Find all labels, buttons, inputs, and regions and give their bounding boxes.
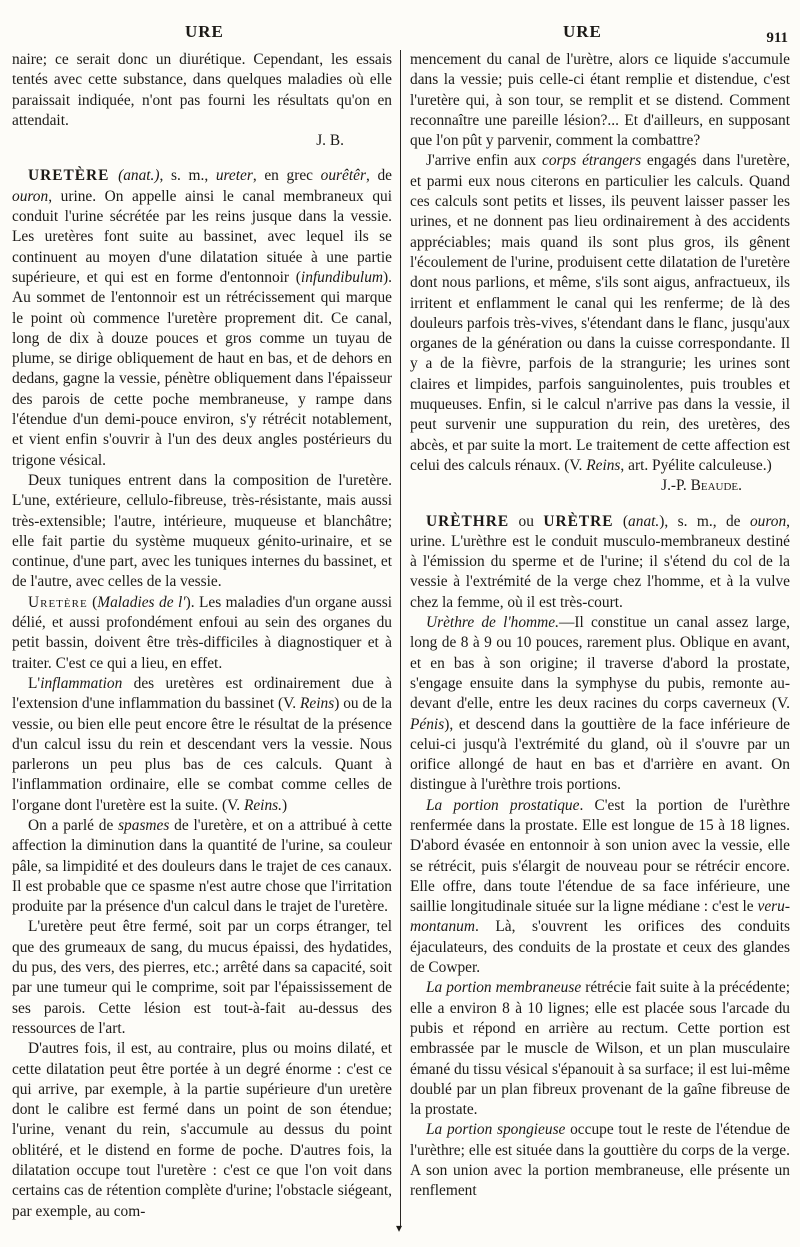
page-number: 911 — [766, 30, 788, 46]
paragraph-continuation: mencement du canal de l'urètre, alors ce liquide s'accumule dans la vessie; puis celle-ci étant remplie et distendue, c'est l'uretère qui, à son tour, se remplit et se distend. Comment reconnaître une pareille lésion?... Et d'ailleurs, en supposant que l'on pût y parvenir, comment la combattre? — [410, 51, 790, 150]
running-head-left: URE — [185, 22, 224, 41]
column-divider — [400, 50, 401, 1228]
entry-urethre: URÈTHRE ou URÈTRE (anat.), s. m., de ouron, urine. L'urèthre est le conduit musculo-membraneux destiné à l'émission du sperme et de l'urine; il s'étend du col de la vessie à l'extrémité de la verge chez l'homme, et à la vulve chez la femme, où il est très-court. — [410, 512, 790, 611]
headword-urethre: URÈTHRE — [426, 512, 510, 530]
paragraph-corps-etrangers: J'arrive enfin aux corps étrangers engagés dans l'uretère, et parmi eux nous citerons en particulier les calculs. Quand ces calculs sont petits et lisses, ils peuvent laisser passer les urines, et ne donnent pas lieu ordinairement à des accidents appréciables; mais quand ils sont plus gros, ils gênent l'écoulement de l'urine, produisent cette dilatation de l'uretère dont nous parlions, et même, s'ils sont aigus, anfractueux, ils irritent et enflamment le canal qui les renferme; de là des douleurs parfois très-vives, s'étendant dans le flanc, jusqu'aux organes de la génération ou dans la cuisse correspondante. Il y a de la fièvre, parfois de la strangurie; les urines sont claires et limpides, parfois sanguinolentes, puis troubles et muqueuses. Enfin, si le calcul n'arrive pas dans la vessie, il peut survenir une suppuration du rein, des uretères, des abcès, et par suite la mort. Le traitement de cette affection est celui des calculs rénaux. (V. Reins, art. Pyélite calculeuse.) J.-P. Beaude. — [410, 151, 790, 496]
paragraph-spasmes: On a parlé de spasmes de l'uretère, et on a attribué à cette affection la diminution dans la quantité de l'urine, sa couleur pâle, sa limpidité et des douleurs dans le trajet de ces canaux. Il est probable que ce spasme n'est autre chose que l'irritation produite par la présence d'un calcul dans le trajet de l'uretère. — [12, 816, 392, 916]
author-signature: J. B. — [316, 132, 344, 150]
author-signature: J.-P. Beaude. — [661, 477, 742, 495]
right-column — [410, 50, 790, 1240]
paragraph-portion-spongieuse: La portion spongieuse occupe tout le reste de l'étendue de l'urèthre; elle est située dans la gouttière du corps de la verge. A son union avec la portion membraneuse, elle présente un renflement — [410, 1121, 790, 1200]
entry-uretere: URETÈRE (anat.), s. m., ureter, en grec ourêtêr, de ouron, urine. On appelle ainsi le canal membraneux qui conduit l'urine sécrétée par les reins jusque dans la vessie. Les uretères font suite au bassinet, avec lequel ils se continuent au moyen d'une dilatation située à une partie supérieure, et qui est en forme d'entonnoir (infundibulum). Au sommet de l'entonnoir est un rétrécissement qui marque le point où commence l'uretère proprement dit. Ce canal, long de dix à douze pouces et gros comme un tuyau de plume, se dirige obliquement de haut en bas, et de dehors en dedans, gagne la vessie, pénètre obliquement dans l'épaisseur des parois de cette poche membraneuse, y rampe dans l'étendue d'un demi-pouce environ, s'y rétrécit notablement, et vient enfin s'ouvrir à l'un des deux angles postérieurs du trigone vésical. — [12, 167, 392, 469]
entry-uretere-maladies: Uretère (Maladies de l'). Les maladies d'un organe aussi délié, et aussi profondément enfoui au sein des organes du petit bassin, doivent être très-difficiles à diagnostiquer et à traiter. C'est ce qui a lieu, en effet. — [12, 593, 392, 672]
running-head-right: URE — [563, 22, 602, 41]
paragraph-ferme: L'uretère peut être fermé, soit par un corps étranger, tel que des grumeaux de sang, du mucus épaissi, des hydatides, du pus, des vers, des pierres, etc.; arrêté dans sa capacité, soit par une tumeur qui le comprime, soit par l'épaississement de ses parois. Cette lésion est tout-à-fait au-dessus des ressources de l'art. — [12, 918, 392, 1037]
paragraph-portion-prostatique: La portion prostatique. C'est la portion de l'urèthre renfermée dans la prostate. Elle est longue de 15 à 18 lignes. D'abord évasée en entonnoir à son union avec la vessie, elle se rétrécit, puis s'élargit de nouveau pour se rétrécir encore. Elle offre, dans toute l'étendue de sa face inférieure, une saillie longitudinale située sur la ligne médiane : c'est le veru-montanum. Là, s'ouvrent les orifices des conduits éjaculateurs, des conduits de la prostate et ceux des glandes de Cowper. — [410, 796, 790, 977]
left-column — [12, 50, 392, 1240]
headword-uretere: URETÈRE — [28, 167, 119, 185]
paragraph-inflammation: L'inflammation des uretères est ordinairement due à l'extension d'une inflammation du bassinet (V. Reins) ou de la vessie, ou bien elle peut encore être le résultat de la présence d'un calcul issu du rein et descendant vers la vessie. Nous parlerons un peu plus bas de ces calculs. Quant à l'inflammation ordinaire, elle se combat comme celles de l'organe dont l'uretère est la suite. (V. Reins.) — [12, 674, 392, 814]
headword-uretre: URÈTRE — [543, 512, 614, 530]
paragraph-preceding-entry-end: naire; ce serait donc un diurétique. Cependant, les essais tentés avec cette substance, dans quelques maladies où elle paraissait indiquée, n'ont pas fourni les résultats qu'on en attendait. J. B. — [12, 50, 392, 151]
paragraph-tuniques: Deux tuniques entrent dans la composition de l'uretère. L'une, extérieure, cellulo-fibreuse, très-résistante, mais aussi très-extensible; l'autre, intérieure, muqueuse et blanchâtre; elle fait partie du système muqueux génito-urinaire, et se continue, d'une part, avec les tuniques internes du bassinet, et de l'autre, avec celles de la vessie. — [12, 471, 392, 591]
paragraph-dilate: D'autres fois, il est, au contraire, plus ou moins dilaté, et cette dilatation peut être portée à un degré énorme : c'est ce qui arrive, par exemple, à la partie supérieure d'un uretère dont le calibre est fermé dans un point de son étendue; l'urine, venant du rein, s'accumule au dessus du point oblitéré, et le distend en forme de poche. D'autres fois, la dilatation occupe tout l'uretère : c'est ce que l'on voit dans certains cas de rétention complète d'urine; l'obstacle siégeant, par exemple, au com- — [12, 1040, 392, 1220]
column-divider-end-mark: ▾ — [396, 1221, 403, 1235]
paragraph-urethre-homme: Urèthre de l'homme.—Il constitue un canal assez large, long de 8 à 9 ou 10 pouces, rarement plus. Oblique en avant, et en bas à son origine; il traverse d'abord la prostate, s'engage ensuite dans la symphyse du pubis, remonte au-devant d'elle, entre les deux racines du corps caverneux (V. Pénis), et descend dans la gouttière de la face inférieure de celui-ci jusqu'à l'extrémité du gland, où il s'ouvre par un orifice allongé de haut en bas et d'arrière en avant. On distingue à l'urèthre trois portions. — [410, 614, 790, 794]
paragraph-portion-membraneuse: La portion membraneuse rétrécie fait suite à la précédente; elle a environ 8 à 10 lignes; elle est placée sous l'arcade du pubis et répond en arrière au rectum. Cette portion est embrassée par le muscle de Wilson, et un plan musculaire émané du tissu vésical s'épanouit à sa surface; il est lui-même doublé par un plan fibreux provenant de la gaîne fibreuse de la prostate. — [410, 979, 790, 1119]
